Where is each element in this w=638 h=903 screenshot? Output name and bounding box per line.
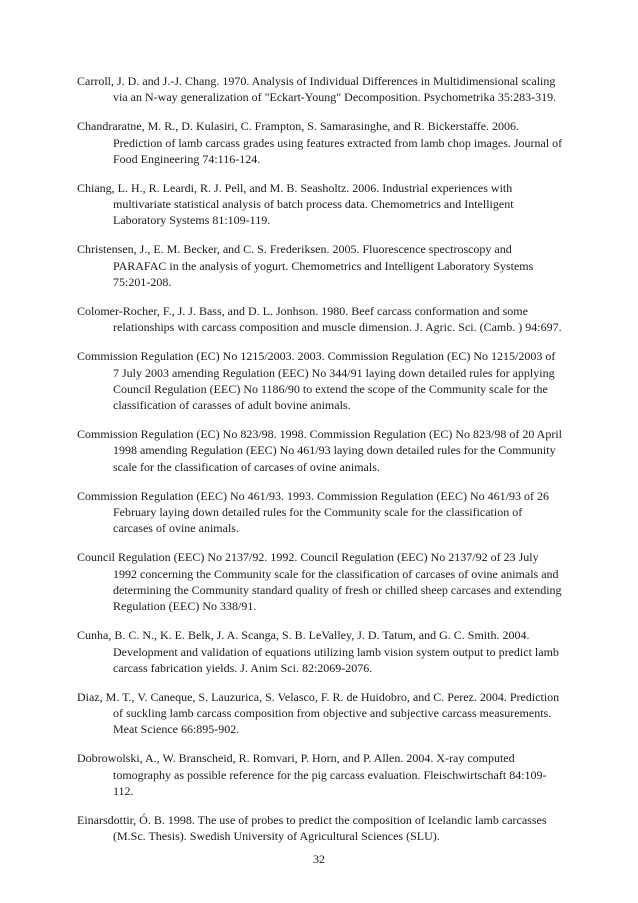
- reference-entry: Dobrowolski, A., W. Branscheid, R. Romvari, P. Horn, and P. Allen. 2004. X-ray computed tomography as possible reference for the pig carcass evaluation. Fleischwirtschaft 84:109-112.: [77, 751, 547, 798]
- reference-entry: Council Regulation (EEC) No 2137/92. 1992. Council Regulation (EEC) No 2137/92 of 23 July 1992 concerning the Community scale for the classification of carcases of ovine animals and determining the Community standard quality of fresh or chilled sheep carcases and extending Regulation (EEC) No 338/91.: [77, 550, 562, 614]
- reference-entry: Diaz, M. T., V. Caneque, S. Lauzurica, S. Velasco, F. R. de Huidobro, and C. Perez. 2004. Prediction of suckling lamb carcass composition from objective and subjective carcass measurements. Meat Science 66:895-902.: [77, 689, 560, 737]
- reference-list: [77, 73, 563, 857]
- reference-entry: Commission Regulation (EC) No 823/98. 1998. Commission Regulation (EC) No 823/98 of 20 April 1998 amending Regulation (EEC) No 461/93 laying down detailed rules for the Community scale for the classification of carcases of ovine animals.: [77, 427, 562, 474]
- reference-entry: Einarsdottir, Ó. B. 1998. The use of probes to predict the composition of Icelandic lamb carcasses (M.Sc. Thesis). Swedish University of Agricultural Sciences (SLU).: [77, 812, 547, 844]
- reference-entry: Chandraratne, M. R., D. Kulasiri, C. Frampton, S. Samarasinghe, and R. Bickerstaffe. 2006. Prediction of lamb carcass grades using features extracted from lamb chop images. Journal of Food Engineering 74:116-124.: [77, 119, 563, 166]
- reference-entry: Chiang, L. H., R. Leardi, R. J. Pell, and M. B. Seasholtz. 2006. Industrial experiences with multivariate statistical analysis of batch process data. Chemometrics and Intelligent Laboratory Systems 81:109-119.: [77, 180, 514, 228]
- reference-entry: Cunha, B. C. N., K. E. Belk, J. A. Scanga, S. B. LeValley, J. D. Tatum, and G. C. Smith. 2004. Development and validation of equations utilizing lamb vision system output to predict lamb carcass fabrication yields. J. Anim Sci. 82:2069-2076.: [77, 628, 559, 675]
- reference-entry: Christensen, J., E. M. Becker, and C. S. Frederiksen. 2005. Fluorescence spectroscopy and PARAFAC in the analysis of yogurt. Chemometrics and Intelligent Laboratory Systems 75:201-208.: [77, 242, 534, 290]
- page-number: 32: [313, 852, 325, 866]
- reference-entry: Carroll, J. D. and J.-J. Chang. 1970. Analysis of Individual Differences in Multidimensional scaling via an N-way generalization of "Eckart-Young" Decomposition. Psychometrika 35:283-319.: [77, 74, 557, 105]
- reference-entry: Commission Regulation (EC) No 1215/2003. 2003. Commission Regulation (EC) No 1215/2003 of 7 July 2003 amending Regulation (EEC) No 344/91 laying down detailed rules for applying Council Regulation (EEC) No 1186/90 to extend the scope of the Community scale for the classification of carasses of adult bovine animals.: [77, 349, 556, 413]
- reference-entry: Commission Regulation (EEC) No 461/93. 1993. Commission Regulation (EEC) No 461/93 of 26 February laying down detailed rules for the Community scale for the classification of carcases of ovine animals.: [77, 488, 549, 536]
- reference-entry: Colomer-Rocher, F., J. J. Bass, and D. L. Jonhson. 1980. Beef carcass conformation and some relationships with carcass composition and muscle dimension. J. Agric. Sci. (Camb. ) 94:697.: [77, 304, 562, 335]
